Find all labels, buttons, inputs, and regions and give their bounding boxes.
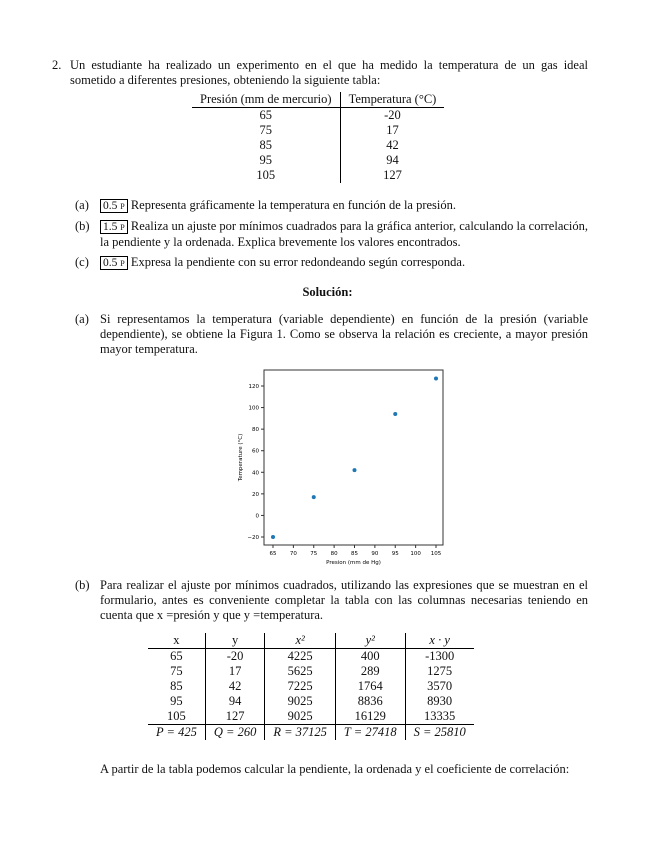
table-cell: 95: [148, 694, 205, 709]
points-badge: 1.5 p: [100, 220, 128, 234]
x-tick-label: 80: [330, 551, 338, 557]
column-header: x²: [265, 633, 336, 649]
table-cell: 105: [192, 168, 340, 183]
scatter-chart: [230, 363, 455, 568]
problem-number: 2.: [52, 58, 62, 72]
table-cell: 5625: [265, 664, 336, 679]
table-cell: -1300: [425, 649, 455, 663]
closing-text: A partir de la tabla podemos calcular la pendiente, la ordenada y el coeficiente de correlación:: [100, 762, 570, 776]
part-text: [100, 255, 588, 271]
table-cell: 42: [386, 138, 399, 152]
table-cell: 65: [192, 108, 340, 124]
points-badge: 0.5 p: [100, 199, 128, 213]
table-cell: 9025: [265, 709, 336, 725]
table-cell: -20: [384, 108, 401, 122]
x-tick-label: 105: [430, 551, 442, 557]
table-cell: 105: [148, 709, 205, 725]
part-description: Representa gráficamente la temperatura en función de la presión.: [130, 198, 457, 212]
table-cell: 75: [192, 123, 340, 138]
part-item: [75, 198, 588, 214]
table-cell: 3570: [427, 679, 453, 693]
part-text: [100, 198, 588, 214]
table-row: [192, 108, 444, 124]
calc-table: [148, 633, 474, 740]
table-cell: 42: [205, 679, 264, 694]
x-tick-label: 90: [371, 551, 379, 557]
solution-a-text: Si representamos la temperatura (variable dependiente) en función de la presión (variable dependiente), se obtiene la Figura 1. Como se observa la relación es creciente, a mayor presión mayor temperatura.: [100, 312, 588, 356]
table-row: [148, 664, 474, 679]
total-cell: R = 37125: [265, 725, 336, 741]
table-cell: 1764: [335, 679, 405, 694]
table-cell: 4225: [265, 649, 336, 665]
y-tick-label: −20: [247, 535, 259, 541]
table-row: [192, 138, 444, 153]
table-cell: 9025: [265, 694, 336, 709]
total-cell: T = 27418: [335, 725, 405, 741]
table-row: [148, 679, 474, 694]
column-header: x: [148, 633, 205, 649]
column-header: Presión (mm de mercurio): [192, 92, 340, 108]
data-point: [312, 495, 316, 499]
x-tick-label: 70: [289, 551, 297, 557]
table-cell: 13335: [424, 709, 456, 723]
total-cell: P = 425: [148, 725, 205, 741]
table-cell: 400: [335, 649, 405, 665]
data-point: [393, 412, 397, 416]
x-tick-label: 75: [310, 551, 318, 557]
total-cell: Q = 260: [205, 725, 264, 741]
y-tick-label: 40: [252, 470, 259, 477]
column-header: y²: [335, 633, 405, 649]
x-tick-label: 85: [351, 551, 358, 557]
table-row: [148, 694, 474, 709]
x-tick-label: 95: [391, 551, 399, 557]
solution-b: [75, 578, 588, 623]
table-row: [192, 123, 444, 138]
y-tick-label: 20: [252, 491, 259, 498]
table-cell: 95: [192, 153, 340, 168]
data-point: [434, 376, 438, 380]
problem-statement: Un estudiante ha realizado un experimento en el que ha medido la temperatura de un gas ideal sometido a diferentes presiones, obteniendo la siguiente tabla:: [70, 58, 588, 87]
table-cell: 8836: [335, 694, 405, 709]
y-tick-label: 120: [248, 384, 259, 390]
table-cell: 85: [148, 679, 205, 694]
table-cell: 289: [335, 664, 405, 679]
x-axis-label: Presion (mm de Hg): [326, 560, 381, 566]
problem-block: [52, 58, 588, 88]
table-cell: 94: [205, 694, 264, 709]
y-tick-label: 60: [252, 448, 259, 455]
table-cell: -20: [205, 649, 264, 665]
x-tick-label: 100: [410, 551, 421, 557]
solution-a-label: (a): [75, 312, 89, 326]
y-tick-label: 80: [252, 427, 259, 434]
part-text: [100, 219, 588, 250]
table-cell: 127: [205, 709, 264, 725]
solution-b-label: (b): [75, 578, 90, 592]
part-description: Expresa la pendiente con su error redondeando según corresponda.: [130, 255, 466, 269]
part-label: (a): [75, 198, 89, 212]
part-label: (b): [75, 219, 90, 233]
table-cell: 8930: [427, 694, 453, 708]
plot-frame: [264, 370, 443, 545]
y-tick-label: 100: [248, 405, 259, 412]
y-axis-label: Temperature (°C): [238, 433, 244, 482]
x-tick-label: 65: [269, 551, 277, 557]
data-point: [271, 535, 275, 539]
table-cell: 127: [383, 168, 402, 182]
totals-row: [148, 725, 474, 741]
table-cell: 75: [148, 664, 205, 679]
part-description: Realiza un ajuste por mínimos cuadrados para la gráfica anterior, calculando la correlación, la pendiente y la ordenada. Explica brevemente los valores encontrados.: [100, 219, 589, 249]
table-row: [148, 709, 474, 725]
solution-title: Solución:: [302, 285, 353, 299]
y-tick-label: 0: [255, 513, 259, 520]
table-cell: 65: [148, 649, 205, 665]
data-table: [192, 92, 444, 183]
data-point: [353, 468, 357, 472]
table-cell: 16129: [335, 709, 405, 725]
column-header: y: [205, 633, 264, 649]
total-cell: S = 25810: [405, 725, 474, 741]
table-row: [192, 153, 444, 168]
column-header: Temperatura (°C): [340, 92, 444, 108]
points-badge: 0.5 p: [100, 256, 128, 270]
table-cell: 17: [386, 123, 399, 137]
part-item: [75, 219, 588, 250]
solution-b-text: Para realizar el ajuste por mínimos cuadrados, utilizando las expresiones que se muestran en el formulario, antes es conveniente completar la tabla con las columnas necesarias teniendo en cuenta que x =presión y que y =temperatura.: [100, 578, 588, 622]
table-cell: 85: [192, 138, 340, 153]
table-cell: 7225: [265, 679, 336, 694]
table-cell: 17: [205, 664, 264, 679]
parts-list: [0, 198, 655, 271]
table-cell: 94: [386, 153, 399, 167]
part-label: (c): [75, 255, 89, 269]
part-item: [75, 255, 588, 271]
column-header: x · y: [405, 633, 474, 649]
table-cell: 1275: [427, 664, 453, 678]
table-row: [192, 168, 444, 183]
solution-a: [75, 312, 588, 357]
table-row: [148, 649, 474, 665]
